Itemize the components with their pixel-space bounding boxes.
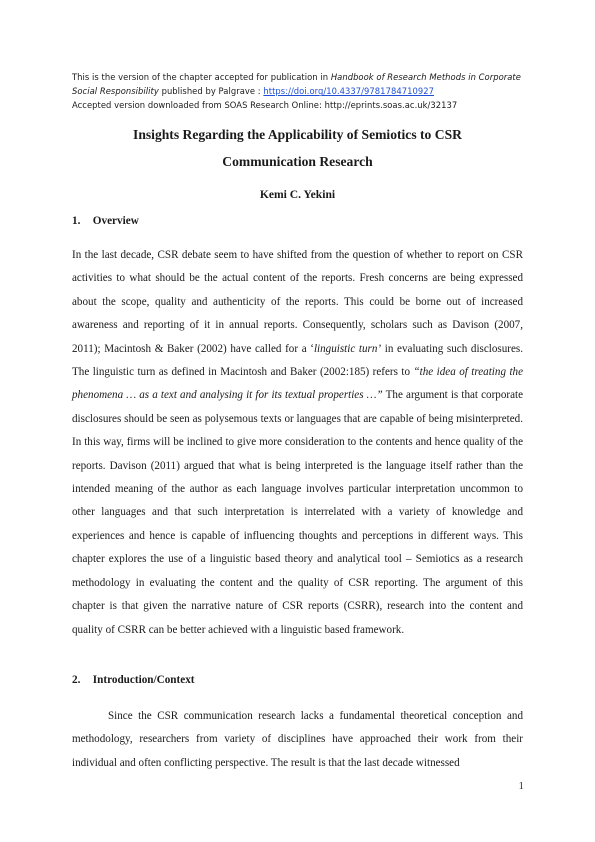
section-title: Introduction/Context <box>92 674 195 686</box>
title-line-2: Communication Research <box>222 154 373 169</box>
doi-link[interactable]: https://doi.org/10.4337/9781784710927 <box>263 86 434 97</box>
publication-notice <box>72 70 532 113</box>
notice-download-source: Accepted version downloaded from SOAS Research Online: http://eprints.soas.ac.uk/32137 <box>72 100 458 111</box>
section-title: Overview <box>92 215 139 227</box>
paragraph-text: The argument is that corporate disclosures should be seen as polysemous texts or languages that are capable of being misinterpreted. In this way, firms will be inclined to give more consideration to the contents and hence quality of the reports. Davison (2011) argued that what is being interpreted is the language itself rather than the intended meaning of the author as each language involves particular interpretation uncommon to other languages and that such interpretation is interrelated with a variety of knowledge and experiences and hence is capable of influencing thoughts and perceptions in different ways. This chapter explores the use of a linguistic based theory and analytical tool – Semiotics as a research methodology in evaluating the content and the quality of CSR reporting. The argument of this chapter is that given the narrative nature of CSR reports (CSRR), research into the content and quality of CSRR can be better achieved with a linguistic based framework. <box>72 389 523 636</box>
notice-publisher: published by Palgrave : <box>158 86 264 97</box>
notice-book-title: Handbook of Research Methods in Corporate Social Responsibility <box>72 72 521 97</box>
section-number: 2. <box>72 674 81 686</box>
paragraph-text: in evaluating such disclosures. The linguistic turn as defined in Macintosh and Baker (2002:185) refers to <box>72 342 523 379</box>
section-heading-overview <box>72 215 139 227</box>
overview-paragraph <box>72 244 523 642</box>
paragraph-text: In the last decade, CSR debate seem to have shifted from the question of whether to report on CSR activities to what should be the actual content of the reports. Fresh concerns are being expressed about the scope, quality and authenticity of the reports. This could be borne out of increased awareness and reporting of it in annual reports. Consequently, scholars such as Davison (2007, 2011); Macintosh & Baker (2002) have called for a ‘ <box>72 249 523 355</box>
italic-quote: “the idea of treating the phenomena … as a text and analysing it for its textual properties …” <box>72 366 523 402</box>
section-heading-introduction <box>72 674 195 686</box>
chapter-title <box>72 121 523 175</box>
notice-text: This is the version of the chapter accepted for publication in <box>72 72 331 82</box>
author-name: Kemi C. Yekini <box>259 188 336 201</box>
introduction-paragraph: Since the CSR communication research lacks a fundamental theoretical conception and methodology, researchers from variety of disciplines have approached their work from their individual and often conflicting perspective. The result is that the last decade witnessed <box>72 710 523 769</box>
section-number: 1. <box>72 215 81 227</box>
title-line-1: Insights Regarding the Applicability of Semiotics to CSR <box>133 127 462 142</box>
italic-term: linguistic turn’ <box>313 342 382 355</box>
page-number: 1 <box>518 780 524 792</box>
